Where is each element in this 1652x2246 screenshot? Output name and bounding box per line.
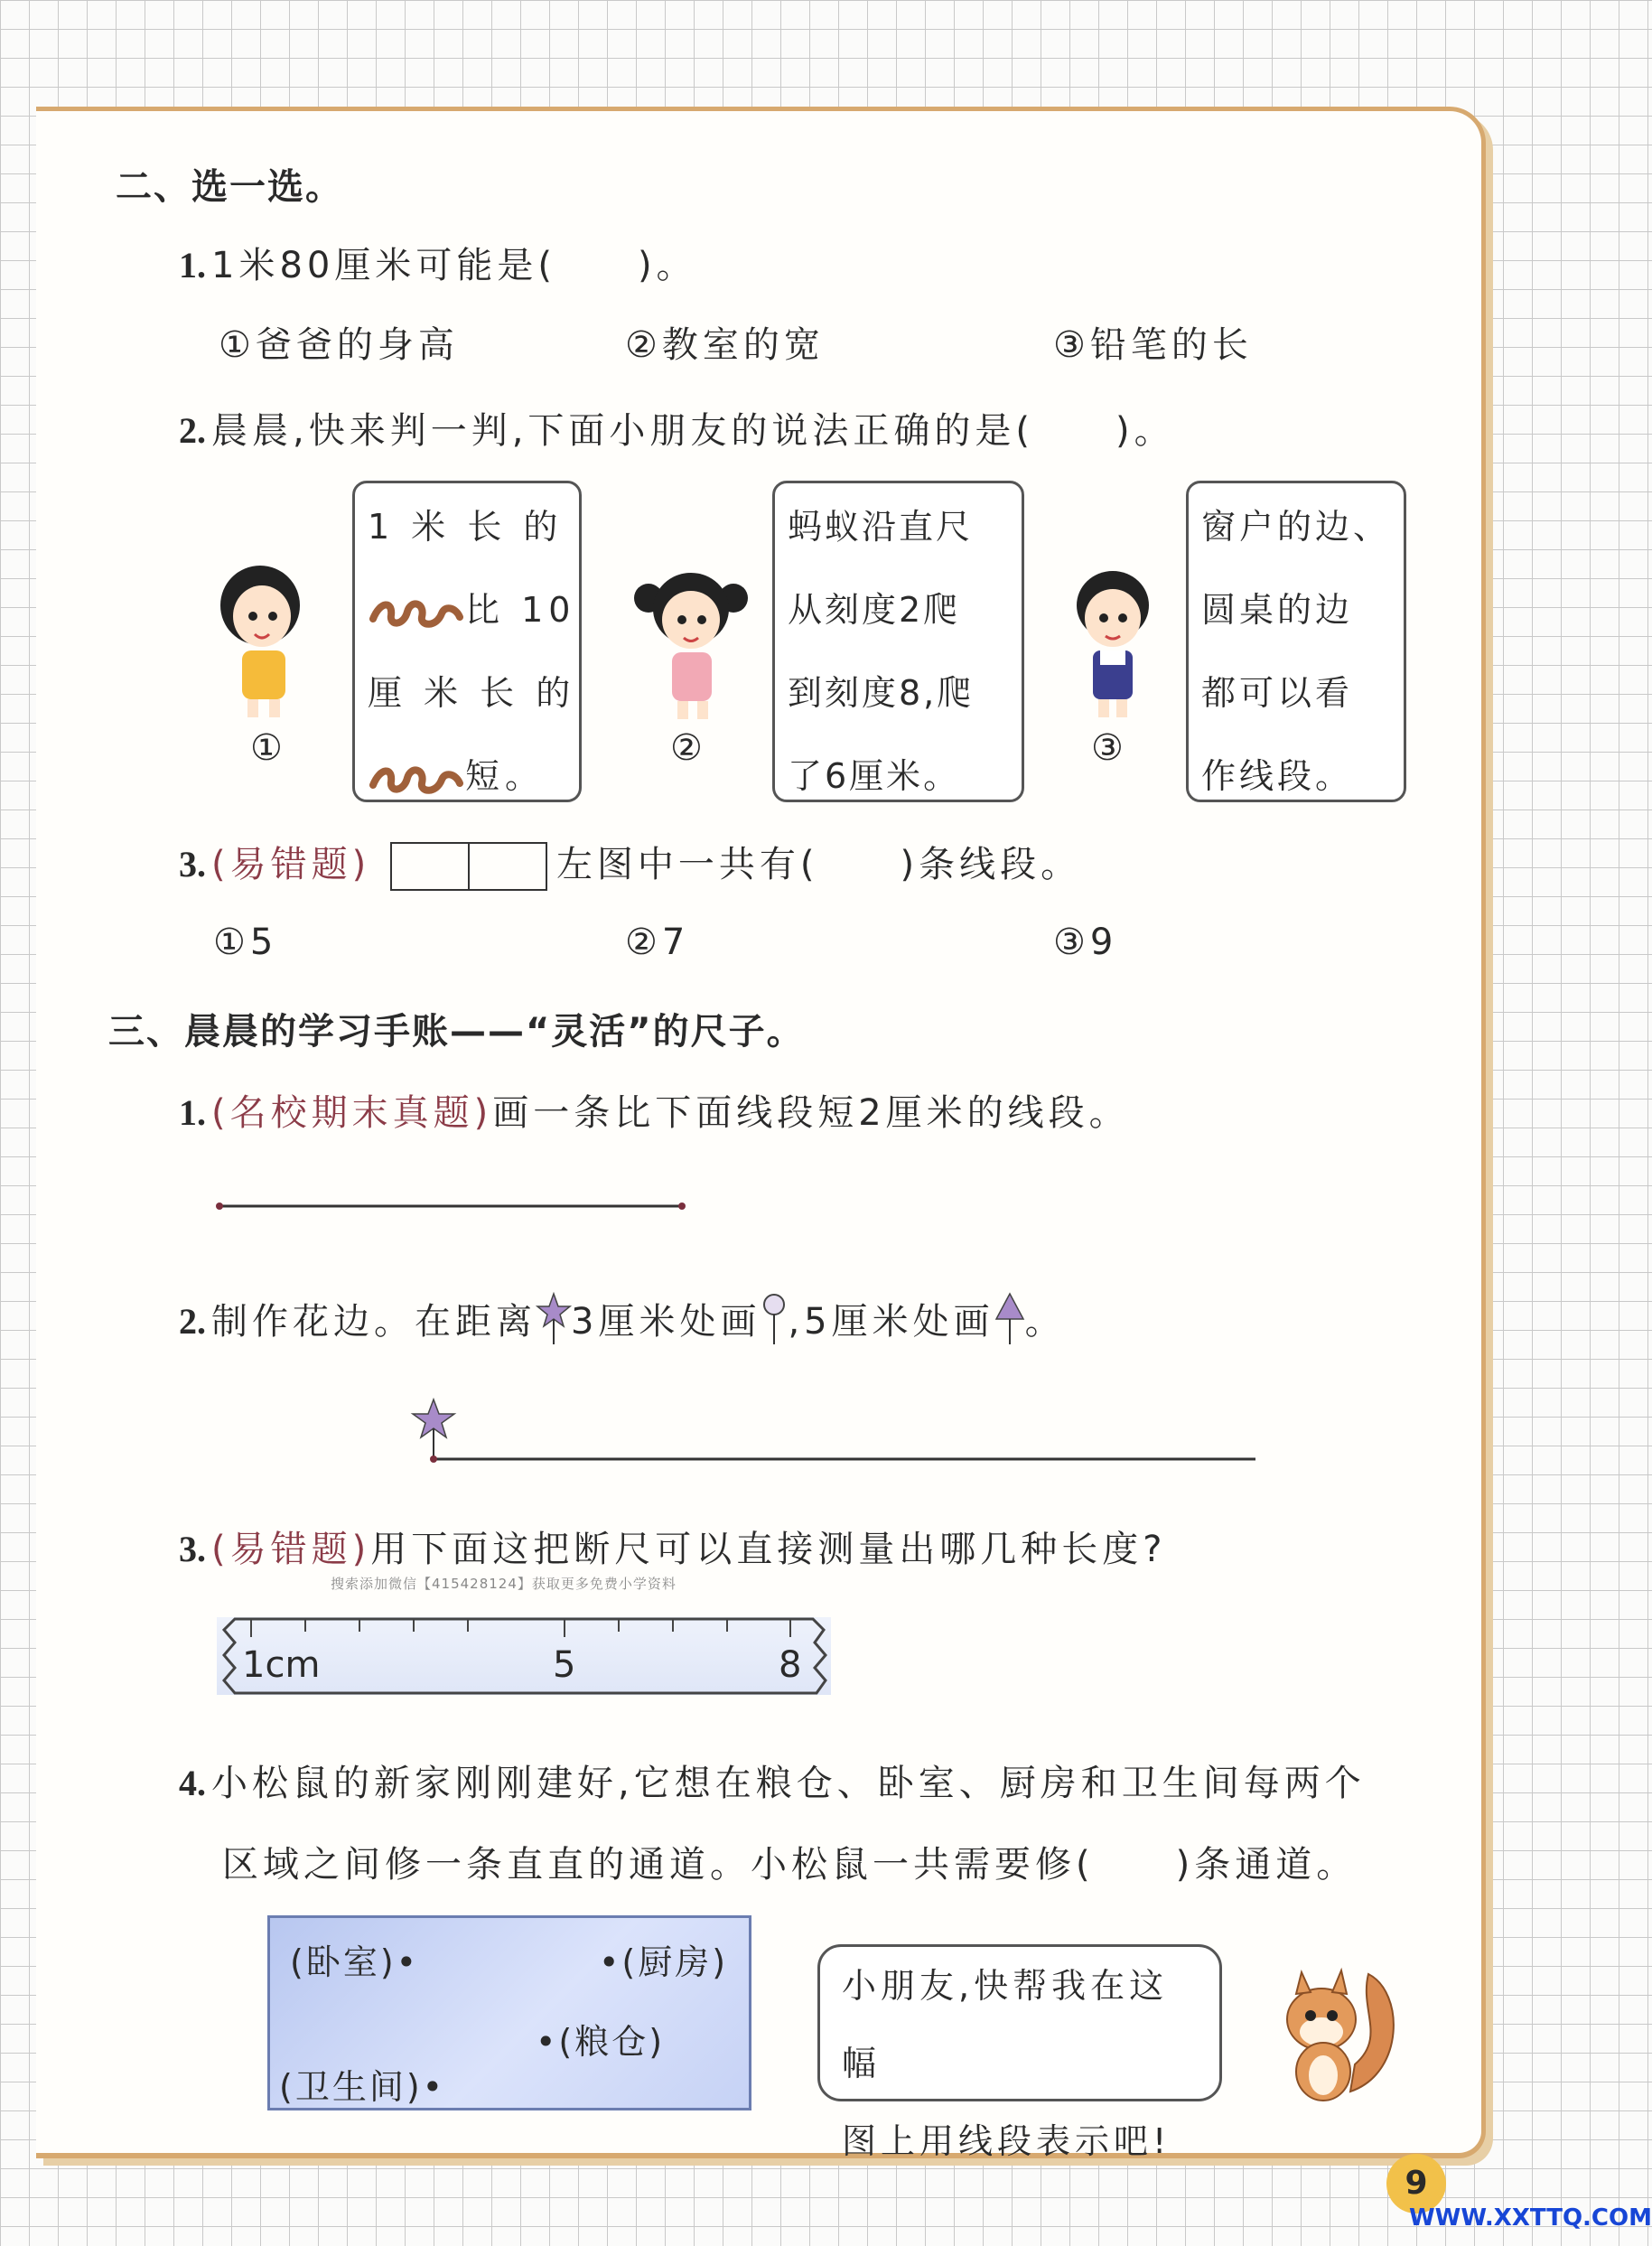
speech-line: 窗户的边、 (1201, 507, 1392, 547)
question-number: 3. (179, 1529, 206, 1569)
speech-line (368, 568, 576, 651)
speech-line: 作线段。 (1201, 756, 1354, 796)
question-text: 制作花边。在距离 (211, 1301, 537, 1343)
question-3-3 (179, 1521, 1166, 1572)
speaker-mark-1: ① (250, 727, 283, 769)
option-2-1-b: ②教室的宽 (625, 324, 825, 366)
question-number: 2. (179, 1301, 206, 1342)
question-3-1 (179, 1084, 1130, 1136)
ruler-label-start: 1cm (242, 1644, 321, 1686)
option-2-3-b: ②7 (625, 922, 690, 963)
star-icon (537, 1292, 571, 1344)
ruler-label-end: 8 (779, 1644, 802, 1686)
page-number-badge: 9 (1386, 2154, 1446, 2213)
question-number: 1. (179, 1092, 206, 1133)
question-text: 。 (1024, 1301, 1066, 1343)
speech-line (368, 735, 566, 818)
question-text: ,5厘米处画 (788, 1301, 994, 1343)
question-number: 4. (179, 1763, 206, 1803)
speech-bubble-1 (352, 481, 582, 802)
question-text: 用下面这把断尺可以直接测量出哪几种长度? (370, 1529, 1167, 1570)
speech-line: 都可以看 (1201, 673, 1354, 713)
broken-ruler (217, 1617, 831, 1695)
squirrel-house-map (267, 1915, 751, 2110)
question-2-1 (179, 237, 697, 288)
question-number: 3. (179, 844, 206, 884)
question-tag: (易错题) (211, 844, 371, 885)
speaker-mark-3: ③ (1091, 727, 1124, 769)
tree-icon (994, 1292, 1025, 1344)
speech-line: 到刻度8,爬 (788, 673, 975, 713)
speech-text: 比 10 (465, 590, 576, 630)
squirrel-illustration (1269, 1956, 1405, 2119)
boy-illustration (1059, 560, 1167, 723)
question-tag: (易错题) (211, 1529, 371, 1570)
speech-line: 蚂蚁沿直尺 (788, 507, 974, 547)
option-2-1-c: ③铅笔的长 (1053, 324, 1253, 366)
map-label-bathroom: (卫生间)• (279, 2067, 446, 2107)
speech-bubble-3 (1186, 481, 1406, 802)
question-3-4-line2: 区域之间修一条直直的通道。小松鼠一共需要修( )条通道。 (222, 1844, 1358, 1886)
question-text: 1米80厘米可能是( )。 (211, 245, 697, 286)
section-3-title: 三、晨晨的学习手账——“灵活”的尺子。 (108, 1011, 805, 1053)
option-2-1-a: ①爸爸的身高 (219, 324, 459, 366)
speech-line: 了6厘米。 (788, 756, 961, 796)
speech-bubble-2 (772, 481, 1024, 802)
question-text: 画一条比下面线段短2厘米的线段。 (492, 1092, 1130, 1134)
speech-line: 圆桌的边 (1201, 590, 1354, 630)
question-text: 左图中一共有( )条线段。 (555, 844, 1082, 885)
section-2-title: 二、选一选。 (116, 166, 343, 208)
segment-rectangle-figure (390, 842, 547, 891)
site-watermark: WWW.XXTTQ.COM (1409, 2204, 1652, 2232)
question-number: 2. (179, 410, 206, 451)
question-text: 晨晨,快来判一判,下面小朋友的说法正确的是( )。 (211, 410, 1175, 452)
rope-icon (368, 763, 465, 794)
rope-icon (368, 597, 465, 628)
ruler-label-mid: 5 (553, 1644, 576, 1686)
option-2-3-a: ①5 (213, 922, 278, 963)
speaker-mark-2: ② (670, 727, 703, 769)
speech-line: 从刻度2爬 (788, 590, 961, 630)
border-drawing-line (411, 1396, 1265, 1468)
girl-2-illustration (632, 562, 750, 725)
speech-line: 图上用线段表示吧! (842, 2121, 1171, 2161)
map-label-kitchen: •(厨房) (599, 1942, 729, 1982)
girl-1-illustration (210, 551, 318, 723)
question-tag: (名校期末真题) (211, 1092, 493, 1134)
watermark-note: 搜索添加微信【415428124】获取更多免费小学资料 (331, 1576, 677, 1592)
given-line-segment (212, 1197, 691, 1215)
question-text: 3厘米处画 (571, 1301, 761, 1343)
question-3-4 (179, 1755, 1366, 1806)
map-label-bedroom: (卧室)• (290, 1942, 420, 1982)
speech-line: 厘 米 长 的 (368, 673, 576, 713)
question-2-2 (179, 402, 1175, 454)
lollipop-icon (761, 1292, 788, 1344)
question-2-3 (179, 836, 1081, 891)
question-number: 1. (179, 245, 206, 285)
squirrel-speech-bubble (817, 1944, 1222, 2161)
question-text: 小松鼠的新家刚刚建好,它想在粮仓、卧室、厨房和卫生间每两个 (211, 1763, 1366, 1804)
option-2-3-c: ③9 (1053, 922, 1118, 963)
map-label-granary: •(粮仓) (536, 2022, 666, 2062)
speech-line: 1 米 长 的 (368, 507, 564, 547)
speech-line: 小朋友,快帮我在这幅 (842, 1966, 1169, 2083)
question-3-2 (179, 1292, 1066, 1344)
speech-text: 短。 (465, 756, 546, 796)
